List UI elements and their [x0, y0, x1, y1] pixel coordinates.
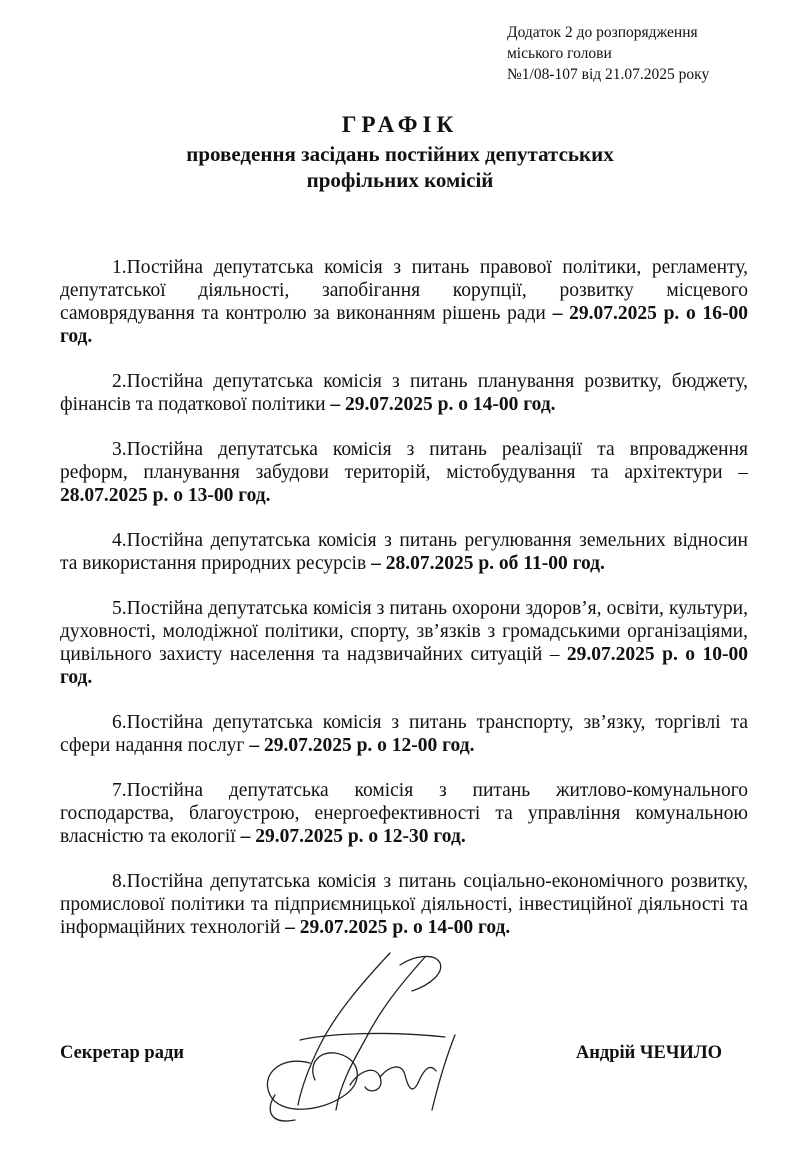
item-text: 5.Постійна депутатська комісія з питань охорони здоров’я, освіти, культури, духовності, молодіжної політики, спорту, зв’язків з громадськими організаціями, цивільного захисту населення та надзвичайних ситуацій – — [60, 598, 748, 665]
title-main: ГРАФІК — [341, 112, 459, 137]
item-text: 3.Постійна депутатська комісія з питань реалізації та впровадження реформ, планування забудови територій, містобудування та архітектури – — [60, 439, 748, 483]
item-text: 7.Постійна депутатська комісія з питань житлово-комунального господарства, благоустрою, енергоефективності та управління комунальною власністю та екології — [60, 780, 748, 847]
list-item — [60, 597, 748, 689]
list-item — [60, 370, 748, 416]
list-item — [60, 438, 748, 507]
item-datetime: – 29.07.2025 р. о 12-30 год. — [240, 826, 466, 847]
item-datetime: – 29.07.2025 р. о 14-00 год. — [285, 917, 511, 938]
list-item — [60, 711, 748, 757]
item-text: 8.Постійна депутатська комісія з питань соціально-економічного розвитку, промислової політики та підприємницької діяльності, інвестиційної діяльності та інформаційних технологій — [60, 871, 748, 938]
annex-line-3: №1/08-107 від 21.07.2025 року — [507, 66, 710, 83]
title-sub-1: проведення засідань постійних депутатських — [186, 142, 614, 166]
item-text: 2.Постійна депутатська комісія з питань планування розвитку, бюджету, фінансів та податкової політики — [60, 371, 748, 415]
list-item — [60, 529, 748, 575]
signature-name: Андрій ЧЕЧИЛО — [575, 1043, 722, 1063]
list-item — [60, 870, 748, 939]
handwritten-signature — [240, 945, 500, 1135]
item-datetime: – 29.07.2025 р. о 12-00 год. — [249, 735, 475, 756]
item-datetime: – 29.07.2025 р. о 14-00 год. — [330, 394, 556, 415]
list-item — [60, 256, 748, 348]
annex-line-1: Додаток 2 до розпорядження — [507, 24, 698, 41]
signature-position: Секретар ради — [60, 1043, 184, 1063]
item-datetime: 29.07.2025 р. о 10-00 год. — [60, 644, 749, 688]
item-text: 4.Постійна депутатська комісія з питань регулювання земельних відносин та використання природних ресурсів — [60, 530, 748, 574]
item-datetime: – 28.07.2025 р. об 11-00 год. — [371, 553, 605, 574]
list-item — [60, 779, 748, 848]
commission-list — [60, 256, 748, 961]
item-text: 1.Постійна депутатська комісія з питань правової політики, регламенту, депутатської діяльності, запобігання корупції, розвитку місцевого самоврядування та контролю за виконанням рішень ради — [60, 257, 748, 324]
title-sub-2: профільних комісій — [306, 168, 494, 192]
item-datetime: 28.07.2025 р. о 13-00 год. — [60, 485, 271, 506]
annex-line-2: міського голови — [507, 45, 612, 62]
item-datetime: – 29.07.2025 р. о 16-00 год. — [60, 303, 748, 347]
annex-header — [507, 22, 709, 85]
item-text: 6.Постійна депутатська комісія з питань транспорту, зв’язку, торгівлі та сфери надання послуг — [60, 712, 748, 756]
document-title — [0, 109, 800, 193]
